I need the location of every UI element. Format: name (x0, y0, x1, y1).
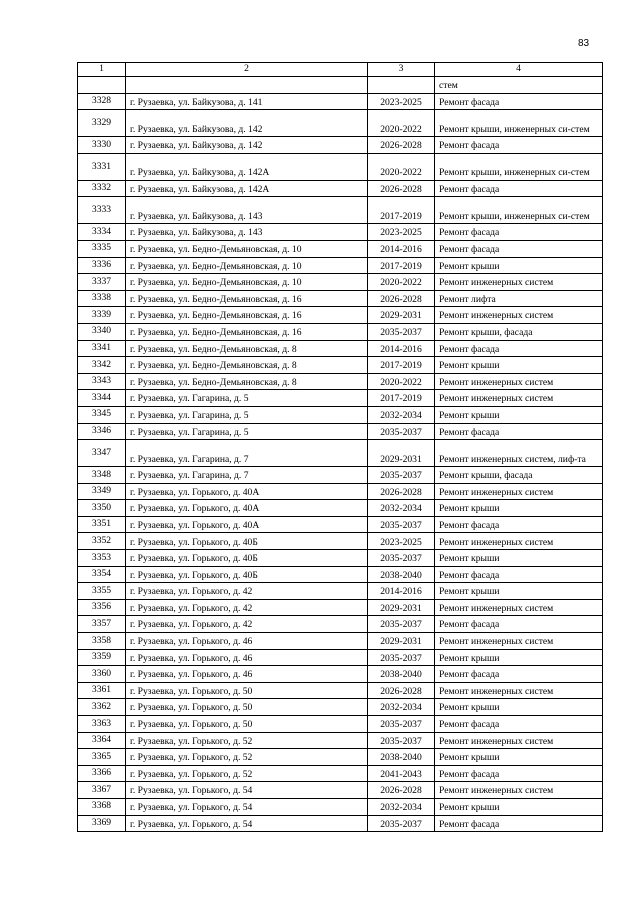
work-type-cell: Ремонт крыши (435, 406, 603, 423)
address-cell: г. Рузаевка, ул. Байкузова, д. 143 (126, 197, 368, 224)
years-cell: 2026-2028 (368, 682, 435, 699)
years-cell: 2041-2043 (368, 765, 435, 782)
table-header-row (78, 63, 603, 77)
work-type-cell: Ремонт инженерных систем (435, 390, 603, 407)
row-number-cell: 3359 (78, 649, 126, 666)
years-cell: 2029-2031 (368, 633, 435, 650)
continuation-row (78, 77, 603, 94)
work-type-cell: Ремонт фасада (435, 224, 603, 241)
work-type-cell: Ремонт крыши (435, 798, 603, 815)
row-number-cell: 3349 (78, 483, 126, 500)
table-row (78, 307, 603, 324)
address-cell: г. Рузаевка, ул. Бедно-Демьяновская, д. 10 (126, 257, 368, 274)
address-cell: г. Рузаевка, ул. Горького, д. 50 (126, 682, 368, 699)
table-row (78, 197, 603, 224)
row-number-cell: 3355 (78, 583, 126, 600)
work-type-cell: Ремонт инженерных систем (435, 682, 603, 699)
work-type-cell: Ремонт крыши (435, 749, 603, 766)
years-cell: 2035-2037 (368, 732, 435, 749)
work-type-cell: Ремонт инженерных систем (435, 307, 603, 324)
address-cell: г. Рузаевка, ул. Байкузова, д. 143 (126, 224, 368, 241)
address-cell: г. Рузаевка, ул. Горького, д. 46 (126, 666, 368, 683)
years-cell: 2017-2019 (368, 197, 435, 224)
address-cell: г. Рузаевка, ул. Гагарина, д. 7 (126, 467, 368, 484)
address-cell: г. Рузаевка, ул. Байкузова, д. 142 (126, 137, 368, 154)
address-cell: г. Рузаевка, ул. Горького, д. 46 (126, 649, 368, 666)
row-number-cell: 3342 (78, 357, 126, 374)
table-row (78, 93, 603, 110)
years-cell: 2035-2037 (368, 516, 435, 533)
address-cell: г. Рузаевка, ул. Горького, д. 52 (126, 749, 368, 766)
years-cell: 2023-2025 (368, 224, 435, 241)
table-row (78, 110, 603, 137)
work-type-cell: Ремонт фасада (435, 516, 603, 533)
work-type-cell: Ремонт крыши, фасада (435, 323, 603, 340)
repair-schedule-table (77, 62, 603, 832)
address-cell: г. Рузаевка, ул. Горького, д. 40А (126, 483, 368, 500)
years-cell: 2032-2034 (368, 500, 435, 517)
row-number-cell: 3360 (78, 666, 126, 683)
row-number-cell: 3350 (78, 500, 126, 517)
row-number-cell: 3361 (78, 682, 126, 699)
work-type-cell: Ремонт фасада (435, 815, 603, 832)
table-row (78, 616, 603, 633)
address-cell: г. Рузаевка, ул. Горького, д. 40Б (126, 566, 368, 583)
table-row (78, 516, 603, 533)
work-type-cell: Ремонт инженерных систем (435, 533, 603, 550)
address-cell: г. Рузаевка, ул. Бедно-Демьяновская, д. 8 (126, 340, 368, 357)
row-number-cell: 3343 (78, 373, 126, 390)
work-type-cell: Ремонт крыши (435, 357, 603, 374)
row-number-cell: 3354 (78, 566, 126, 583)
row-number-cell: 3328 (78, 93, 126, 110)
row-number-cell: 3336 (78, 257, 126, 274)
table-row (78, 323, 603, 340)
table-row (78, 257, 603, 274)
work-type-cell: Ремонт крыши (435, 257, 603, 274)
work-type-cell: стем (435, 77, 603, 94)
table-row (78, 290, 603, 307)
row-number-cell: 3368 (78, 798, 126, 815)
address-cell: г. Рузаевка, ул. Бедно-Демьяновская, д. 8 (126, 357, 368, 374)
table-row (78, 390, 603, 407)
row-number-cell: 3335 (78, 240, 126, 257)
address-cell: г. Рузаевка, ул. Байкузова, д. 142А (126, 153, 368, 180)
column-header-4: 4 (435, 63, 603, 77)
work-type-cell: Ремонт крыши, инженерных си-стем (435, 153, 603, 180)
years-cell: 2026-2028 (368, 290, 435, 307)
table-row (78, 599, 603, 616)
work-type-cell: Ремонт инженерных систем (435, 483, 603, 500)
address-cell: г. Рузаевка, ул. Горького, д. 50 (126, 716, 368, 733)
years-cell: 2038-2040 (368, 749, 435, 766)
address-cell (126, 77, 368, 94)
row-number-cell: 3345 (78, 406, 126, 423)
row-number-cell: 3339 (78, 307, 126, 324)
address-cell: г. Рузаевка, ул. Бедно-Демьяновская, д. 8 (126, 373, 368, 390)
table-row (78, 716, 603, 733)
table-row (78, 153, 603, 180)
work-type-cell: Ремонт фасада (435, 240, 603, 257)
row-number-cell: 3365 (78, 749, 126, 766)
years-cell: 2020-2022 (368, 153, 435, 180)
row-number-cell: 3337 (78, 274, 126, 291)
address-cell: г. Рузаевка, ул. Горького, д. 54 (126, 782, 368, 799)
row-number-cell: 3333 (78, 197, 126, 224)
row-number-cell: 3347 (78, 440, 126, 467)
row-number-cell: 3344 (78, 390, 126, 407)
table-row (78, 649, 603, 666)
row-number-cell: 3330 (78, 137, 126, 154)
work-type-cell: Ремонт фасада (435, 616, 603, 633)
row-number-cell: 3356 (78, 599, 126, 616)
address-cell: г. Рузаевка, ул. Бедно-Демьяновская, д. 16 (126, 307, 368, 324)
address-cell: г. Рузаевка, ул. Горького, д. 42 (126, 583, 368, 600)
work-type-cell: Ремонт инженерных систем (435, 633, 603, 650)
address-cell: г. Рузаевка, ул. Гагарина, д. 7 (126, 440, 368, 467)
address-cell: г. Рузаевка, ул. Гагарина, д. 5 (126, 406, 368, 423)
row-number-cell: 3348 (78, 467, 126, 484)
work-type-cell: Ремонт крыши, инженерных си-стем (435, 110, 603, 137)
table-row (78, 440, 603, 467)
address-cell: г. Рузаевка, ул. Горького, д. 54 (126, 815, 368, 832)
row-number-cell: 3338 (78, 290, 126, 307)
work-type-cell: Ремонт крыши (435, 500, 603, 517)
work-type-cell: Ремонт инженерных систем (435, 274, 603, 291)
address-cell: г. Рузаевка, ул. Гагарина, д. 5 (126, 390, 368, 407)
table-row (78, 633, 603, 650)
row-number-cell: 3367 (78, 782, 126, 799)
work-type-cell: Ремонт крыши (435, 550, 603, 567)
address-cell: г. Рузаевка, ул. Байкузова, д. 142А (126, 180, 368, 197)
years-cell: 2026-2028 (368, 782, 435, 799)
row-number-cell: 3366 (78, 765, 126, 782)
row-number-cell: 3352 (78, 533, 126, 550)
address-cell: г. Рузаевка, ул. Горького, д. 40А (126, 500, 368, 517)
work-type-cell: Ремонт крыши (435, 649, 603, 666)
address-cell: г. Рузаевка, ул. Бедно-Демьяновская, д. 10 (126, 240, 368, 257)
work-type-cell: Ремонт лифта (435, 290, 603, 307)
work-type-cell: Ремонт крыши, фасада (435, 467, 603, 484)
table-row (78, 373, 603, 390)
row-number-cell: 3351 (78, 516, 126, 533)
years-cell: 2014-2016 (368, 340, 435, 357)
work-type-cell: Ремонт фасада (435, 423, 603, 440)
address-cell: г. Рузаевка, ул. Горького, д. 42 (126, 599, 368, 616)
work-type-cell: Ремонт фасада (435, 180, 603, 197)
work-type-cell: Ремонт инженерных систем (435, 599, 603, 616)
years-cell: 2014-2016 (368, 240, 435, 257)
address-cell: г. Рузаевка, ул. Горького, д. 52 (126, 765, 368, 782)
work-type-cell: Ремонт крыши (435, 699, 603, 716)
row-number-cell: 3329 (78, 110, 126, 137)
table-row (78, 749, 603, 766)
years-cell: 2029-2031 (368, 307, 435, 324)
table-row (78, 815, 603, 832)
table-row (78, 550, 603, 567)
work-type-cell: Ремонт фасада (435, 93, 603, 110)
years-cell: 2035-2037 (368, 616, 435, 633)
row-number-cell: 3331 (78, 153, 126, 180)
years-cell: 2038-2040 (368, 666, 435, 683)
table-row (78, 274, 603, 291)
row-number-cell: 3340 (78, 323, 126, 340)
row-number-cell: 3341 (78, 340, 126, 357)
table-row (78, 682, 603, 699)
years-cell: 2023-2025 (368, 533, 435, 550)
years-cell: 2035-2037 (368, 550, 435, 567)
address-cell: г. Рузаевка, ул. Бедно-Демьяновская, д. 16 (126, 323, 368, 340)
table-row (78, 798, 603, 815)
address-cell: г. Рузаевка, ул. Бедно-Демьяновская, д. 16 (126, 290, 368, 307)
years-cell: 2020-2022 (368, 373, 435, 390)
years-cell: 2032-2034 (368, 406, 435, 423)
row-number-cell: 3357 (78, 616, 126, 633)
row-number-cell: 3353 (78, 550, 126, 567)
work-type-cell: Ремонт фасада (435, 716, 603, 733)
row-number-cell: 3334 (78, 224, 126, 241)
row-number-cell: 3358 (78, 633, 126, 650)
years-cell (368, 77, 435, 94)
years-cell: 2020-2022 (368, 110, 435, 137)
page-number: 83 (578, 38, 590, 49)
row-number-cell: 3363 (78, 716, 126, 733)
address-cell: г. Рузаевка, ул. Горького, д. 46 (126, 633, 368, 650)
row-number-cell (78, 77, 126, 94)
row-number-cell: 3369 (78, 815, 126, 832)
years-cell: 2029-2031 (368, 440, 435, 467)
table-row (78, 699, 603, 716)
years-cell: 2026-2028 (368, 180, 435, 197)
years-cell: 2014-2016 (368, 583, 435, 600)
table-row (78, 782, 603, 799)
table-row (78, 137, 603, 154)
address-cell: г. Рузаевка, ул. Горького, д. 40Б (126, 533, 368, 550)
column-header-3: 3 (368, 63, 435, 77)
address-cell: г. Рузаевка, ул. Горького, д. 50 (126, 699, 368, 716)
table-row (78, 224, 603, 241)
table-row (78, 357, 603, 374)
table-row (78, 666, 603, 683)
years-cell: 2029-2031 (368, 599, 435, 616)
address-cell: г. Рузаевка, ул. Горького, д. 52 (126, 732, 368, 749)
work-type-cell: Ремонт инженерных систем, лиф-та (435, 440, 603, 467)
table-row (78, 467, 603, 484)
work-type-cell: Ремонт фасада (435, 137, 603, 154)
work-type-cell: Ремонт крыши (435, 583, 603, 600)
row-number-cell: 3346 (78, 423, 126, 440)
years-cell: 2035-2037 (368, 716, 435, 733)
work-type-cell: Ремонт инженерных систем (435, 373, 603, 390)
years-cell: 2035-2037 (368, 649, 435, 666)
work-type-cell: Ремонт крыши, инженерных си-стем (435, 197, 603, 224)
work-type-cell: Ремонт инженерных систем (435, 782, 603, 799)
years-cell: 2026-2028 (368, 483, 435, 500)
row-number-cell: 3364 (78, 732, 126, 749)
table-row (78, 500, 603, 517)
table-body (78, 63, 603, 832)
table-row (78, 566, 603, 583)
table-row (78, 240, 603, 257)
years-cell: 2017-2019 (368, 257, 435, 274)
address-cell: г. Рузаевка, ул. Горького, д. 54 (126, 798, 368, 815)
years-cell: 2023-2025 (368, 93, 435, 110)
table-row (78, 406, 603, 423)
years-cell: 2032-2034 (368, 798, 435, 815)
row-number-cell: 3362 (78, 699, 126, 716)
years-cell: 2017-2019 (368, 390, 435, 407)
address-cell: г. Рузаевка, ул. Байкузова, д. 142 (126, 110, 368, 137)
table-row (78, 583, 603, 600)
years-cell: 2026-2028 (368, 137, 435, 154)
column-header-1: 1 (78, 63, 126, 77)
address-cell: г. Рузаевка, ул. Гагарина, д. 5 (126, 423, 368, 440)
work-type-cell: Ремонт фасада (435, 566, 603, 583)
table-row (78, 765, 603, 782)
years-cell: 2017-2019 (368, 357, 435, 374)
table-row (78, 533, 603, 550)
address-cell: г. Рузаевка, ул. Бедно-Демьяновская, д. 10 (126, 274, 368, 291)
years-cell: 2020-2022 (368, 274, 435, 291)
work-type-cell: Ремонт фасада (435, 340, 603, 357)
row-number-cell: 3332 (78, 180, 126, 197)
table-row (78, 423, 603, 440)
table-row (78, 483, 603, 500)
column-header-2: 2 (126, 63, 368, 77)
table-row (78, 340, 603, 357)
address-cell: г. Рузаевка, ул. Горького, д. 40А (126, 516, 368, 533)
address-cell: г. Рузаевка, ул. Горького, д. 42 (126, 616, 368, 633)
work-type-cell: Ремонт инженерных систем (435, 732, 603, 749)
years-cell: 2035-2037 (368, 815, 435, 832)
years-cell: 2035-2037 (368, 423, 435, 440)
years-cell: 2035-2037 (368, 467, 435, 484)
work-type-cell: Ремонт фасада (435, 666, 603, 683)
address-cell: г. Рузаевка, ул. Байкузова, д. 141 (126, 93, 368, 110)
years-cell: 2035-2037 (368, 323, 435, 340)
years-cell: 2038-2040 (368, 566, 435, 583)
address-cell: г. Рузаевка, ул. Горького, д. 40Б (126, 550, 368, 567)
years-cell: 2032-2034 (368, 699, 435, 716)
table-row (78, 732, 603, 749)
table-row (78, 180, 603, 197)
work-type-cell: Ремонт фасада (435, 765, 603, 782)
